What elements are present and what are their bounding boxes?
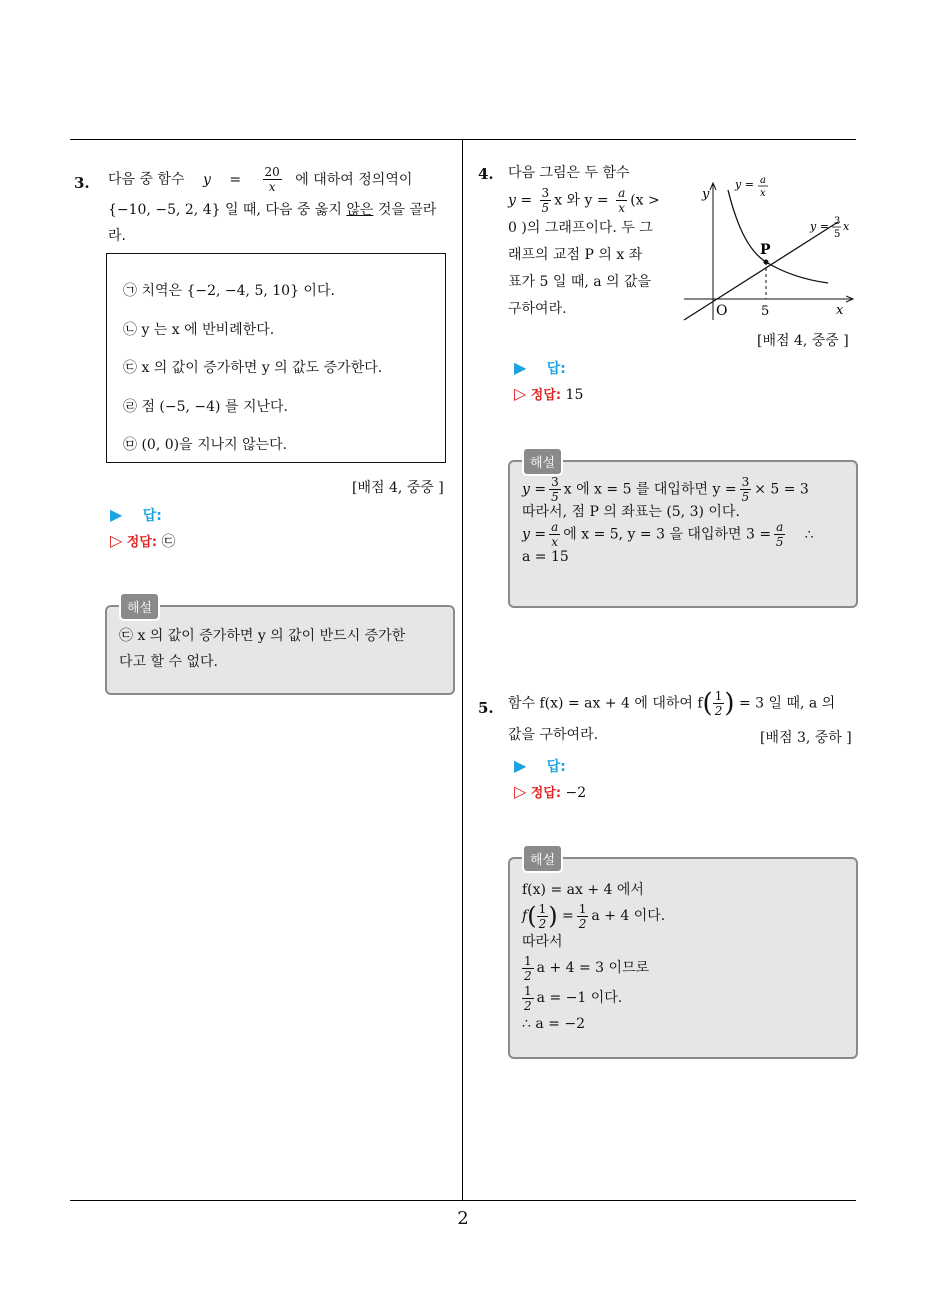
- q4-line-5: 표가 5 일 때, a 의 값을: [508, 273, 652, 290]
- q4-line-2-b: x 와 y =: [554, 192, 609, 209]
- q5-frac-n: 1: [714, 689, 723, 703]
- q3-text-f: 것을 골라: [377, 202, 437, 218]
- q4-correct-value: 15: [565, 387, 584, 403]
- q4-sol-1-a: y =: [522, 481, 547, 498]
- q3-choice-1: ㉠ 치역은 {−2, −4, 5, 10} 이다.: [123, 283, 335, 299]
- q5-correct-value: −2: [565, 785, 587, 801]
- q5-correct-row: [514, 782, 586, 801]
- q4-sol-frac-3: [549, 521, 560, 548]
- q3-fraction: [263, 166, 282, 193]
- question-4-text: [508, 160, 666, 323]
- q5-sol-frac-b-d: 2: [578, 916, 587, 931]
- q4-line-4: 래프의 교점 P 의 x 좌: [508, 246, 643, 263]
- q4-frac-2-n: a: [618, 186, 626, 200]
- play-triangle-icon: ▶: [514, 756, 527, 775]
- q3-correct-row: [110, 531, 176, 551]
- q4-sol-frac-3b: [774, 521, 785, 548]
- q4-score: [배점 4, 중중 ]: [757, 333, 849, 349]
- q3-text-a: 다음 중 함수: [108, 171, 185, 188]
- q3-solution-line-2: 다고 할 수 없다.: [119, 654, 218, 670]
- q5-sol-paren-open: (: [527, 902, 537, 930]
- q4-line-2-a: y =: [508, 192, 533, 209]
- q4-sol-3-a: y =: [522, 526, 547, 543]
- q4-sol-frac-3-n: a: [551, 520, 559, 534]
- q4-sol-3-b: 에 x = 5, y = 3 을 대입하면 3 =: [563, 526, 772, 543]
- q4-sol-1-c: × 5 = 3: [754, 481, 809, 498]
- q4-curve-label-lhs: y =: [735, 178, 754, 191]
- q3-solution-body: [119, 623, 443, 675]
- q5-sol-4-b: a + 4 = 3 이므로: [536, 960, 650, 976]
- q5-sol-2-b: =: [562, 908, 574, 924]
- q4-answer-label: 답:: [546, 361, 566, 377]
- q5-score: [배점 3, 중하 ]: [760, 730, 852, 746]
- q5-frac-d: 2: [714, 704, 723, 718]
- q5-frac: [713, 690, 725, 717]
- q4-curve-label-n: a: [760, 175, 766, 186]
- q3-eq: =: [229, 171, 242, 188]
- q4-sol-frac-1b-d: 5: [741, 490, 750, 504]
- q4-point-label: P: [760, 242, 771, 258]
- q3-solution-box: [105, 601, 455, 695]
- q4-x-axis-label: x: [836, 303, 844, 318]
- q5-sol-frac-c: [522, 955, 534, 982]
- q4-line-2: [508, 187, 666, 215]
- q5-sol-frac-a-n: 1: [538, 901, 547, 916]
- q4-sol-line-3: [522, 521, 846, 548]
- q3-solution-line-1: ㉢ x 의 값이 증가하면 y 의 값이 반드시 증가한: [119, 628, 406, 644]
- q4-sol-line-1: [522, 476, 846, 503]
- q4-correct-label: 정답:: [530, 388, 562, 403]
- question-4-number: 4.: [478, 165, 494, 183]
- q5-solution-body: [522, 879, 846, 1035]
- q5-sol-2-a: f: [522, 908, 528, 924]
- q5-answer-label: 답:: [546, 759, 566, 775]
- q5-sol-line-6: ∴ a = −2: [522, 1016, 585, 1032]
- q4-correct-row: [514, 384, 583, 403]
- q4-answer-row[interactable]: [514, 358, 566, 378]
- q4-line-2-c: (x >: [630, 192, 660, 209]
- q5-sol-5-b: a = −1 이다.: [536, 990, 623, 1006]
- q5-paren-open: (: [702, 688, 713, 719]
- q5-text-a: 함수 f(x) = ax + 4 에 대하여 f: [508, 695, 703, 712]
- outline-triangle-icon: ▷: [514, 384, 527, 403]
- q4-sol-frac-1b: [740, 476, 752, 503]
- q5-sol-line-2: [522, 901, 846, 931]
- outline-triangle-icon: ▷: [514, 782, 527, 801]
- q4-frac-1-d: 5: [541, 201, 550, 215]
- q4-frac-1-n: 3: [541, 186, 550, 200]
- q3-frac-denominator: x: [268, 180, 276, 194]
- q3-correct-label: 정답:: [126, 535, 158, 550]
- q4-frac-2-d: x: [618, 201, 626, 215]
- q4-line-label-lhs: y =: [810, 220, 829, 233]
- question-3-line-3: 라.: [108, 228, 126, 244]
- q4-y-axis-label: y: [702, 187, 710, 202]
- q3-score: [배점 4, 중중 ]: [352, 480, 444, 496]
- q4-curve-graph: [728, 190, 828, 283]
- q4-intersection-dot: [764, 260, 769, 265]
- q5-sol-2-c: a + 4 이다.: [591, 908, 666, 924]
- outline-triangle-icon: ▷: [110, 531, 123, 550]
- q4-sol-frac-1-n: 3: [551, 475, 559, 489]
- q5-sol-line-1: f(x) = ax + 4 에서: [522, 882, 644, 898]
- question-5-number: 5.: [478, 699, 494, 717]
- play-triangle-icon: ▶: [110, 505, 123, 524]
- q5-sol-frac-b-n: 1: [578, 901, 587, 916]
- q3-choice-2: ㉡ y 는 x 에 반비례한다.: [123, 322, 275, 338]
- q5-correct-label: 정답:: [530, 786, 562, 801]
- q4-line-label-d: 5: [834, 229, 841, 240]
- q5-sol-line-5: [522, 983, 846, 1013]
- q5-sol-frac-a: [537, 903, 549, 930]
- q4-solution-body: [522, 476, 846, 566]
- q3-text-e-underlined: 않은: [346, 202, 374, 218]
- page-number: 2: [457, 1208, 469, 1229]
- q3-y: y: [202, 171, 211, 188]
- q4-line-label-x: x: [843, 220, 850, 233]
- q5-sol-frac-d-n: 1: [524, 983, 532, 998]
- q3-answer-label: 답:: [142, 508, 162, 524]
- q3-text-c: {−10, −5, 2, 4} 일 때, 다음 중: [108, 202, 311, 218]
- bottom-rule: [70, 1200, 856, 1201]
- q4-sol-frac-1-d: 5: [551, 490, 559, 504]
- q4-sol-frac-3b-n: a: [776, 520, 784, 534]
- q4-sol-frac-1: [549, 476, 561, 503]
- question-5-line-2: 값을 구하여라.: [508, 727, 599, 743]
- q4-line-label-n: 3: [834, 216, 841, 227]
- q5-sol-frac-a-d: 2: [538, 916, 547, 931]
- q4-solution-box: [508, 456, 858, 608]
- q5-paren-close: ): [724, 688, 735, 719]
- column-divider: [462, 139, 463, 1201]
- q4-solution-tag: 해설: [522, 447, 563, 476]
- q4-sol-1-b: x 에 x = 5 를 대입하면 y =: [563, 481, 737, 498]
- question-5-line-1: [508, 690, 858, 717]
- q3-solution-tag: 해설: [119, 592, 160, 621]
- q3-correct-value: ㉢: [161, 534, 176, 550]
- q3-choices-box: [106, 253, 446, 463]
- q4-line-3: 0 )의 그래프이다. 두 그: [508, 219, 653, 236]
- q5-sol-frac-d-d: 2: [524, 998, 532, 1013]
- q5-text-b: = 3 일 때, a 의: [738, 695, 836, 712]
- q4-sol-frac-1b-n: 3: [741, 475, 750, 489]
- q4-origin-label: O: [716, 303, 728, 319]
- q5-answer-row[interactable]: [514, 756, 566, 776]
- q3-text-d: 옳지: [314, 202, 342, 218]
- question-3-number: 3.: [74, 174, 90, 192]
- q4-line-1: 다음 그림은 두 함수: [508, 165, 630, 181]
- q5-sol-frac-c-n: 1: [524, 953, 532, 968]
- q5-solution-box: [508, 853, 858, 1059]
- q4-x-tick-label: 5: [761, 304, 770, 319]
- q5-sol-frac-b: [577, 903, 589, 930]
- q3-frac-numerator: 20: [264, 165, 280, 179]
- q4-frac-2: [616, 187, 627, 214]
- q3-text-b: 에 대하여 정의역이: [295, 171, 413, 188]
- q3-choice-5: ㉤ (0, 0)을 지나지 않는다.: [123, 437, 288, 453]
- q5-sol-frac-d: [522, 985, 534, 1012]
- play-triangle-icon: ▶: [514, 358, 527, 377]
- q4-graph: [680, 170, 860, 330]
- q4-sol-frac-3b-d: 5: [775, 535, 784, 549]
- q3-choice-3: ㉢ x 의 값이 증가하면 y 의 값도 증가한다.: [123, 360, 383, 376]
- question-3-line-1: [108, 166, 454, 193]
- top-rule: [70, 139, 856, 140]
- q5-sol-paren-close: ): [548, 902, 558, 930]
- q4-line-6: 구하여라.: [508, 300, 567, 317]
- q4-sol-3-c: ∴: [804, 526, 814, 543]
- q5-solution-tag: 해설: [522, 844, 563, 873]
- q4-curve-label-d: x: [760, 188, 766, 199]
- q3-answer-row[interactable]: [110, 505, 162, 525]
- q5-sol-line-4: [522, 953, 846, 983]
- q5-sol-line-3: 따라서: [522, 934, 563, 950]
- q3-choice-4: ㉣ 점 (−5, −4) 를 지난다.: [123, 399, 288, 415]
- q5-sol-frac-c-d: 2: [524, 968, 532, 983]
- q4-sol-line-2: 따라서, 점 P 의 좌표는 (5, 3) 이다.: [522, 504, 740, 520]
- question-3-line-2: [108, 197, 458, 223]
- q4-sol-frac-3-d: x: [551, 535, 559, 549]
- q4-sol-line-4: a = 15: [522, 549, 569, 565]
- q4-frac-1: [540, 187, 552, 214]
